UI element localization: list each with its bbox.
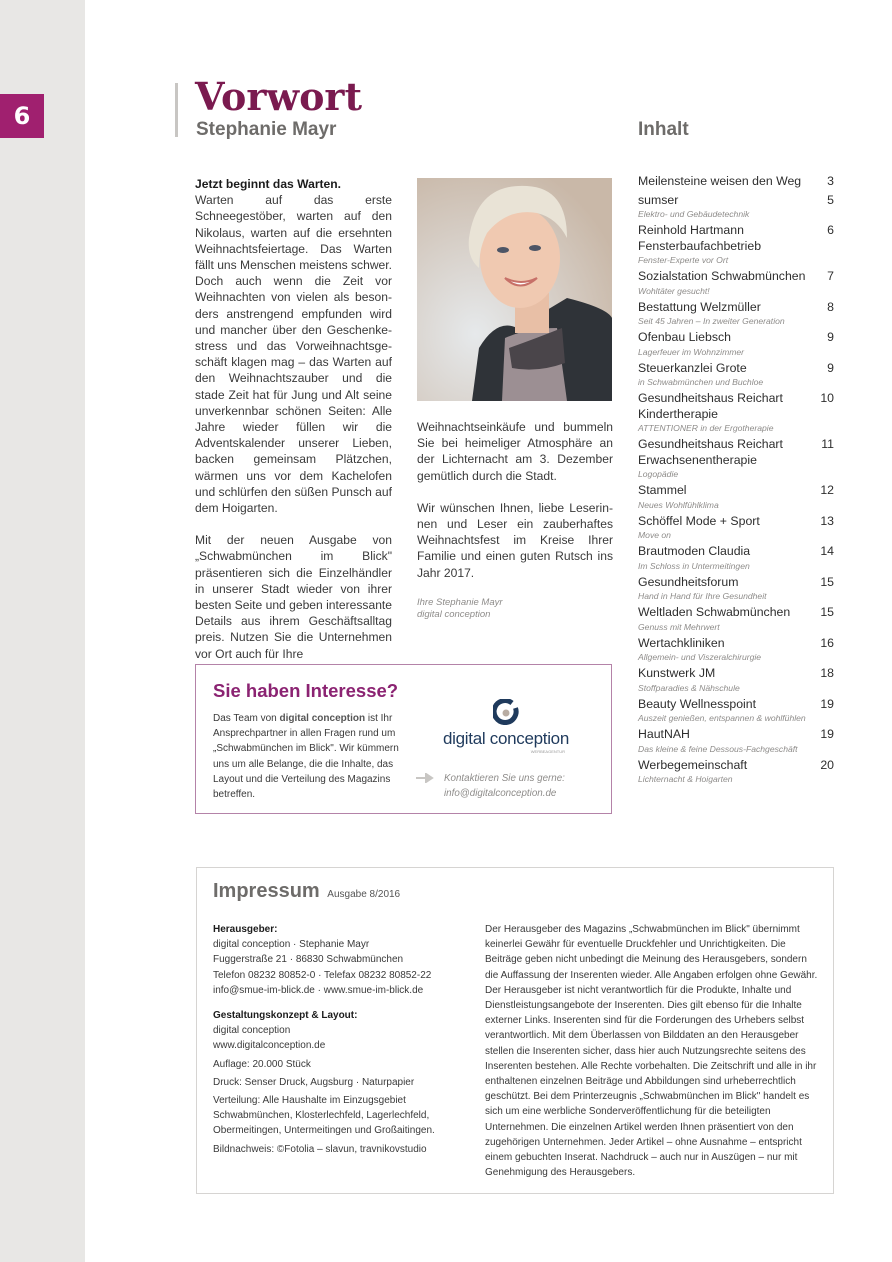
toc-item-subtitle: Lagerfeuer im Wohnzimmer <box>638 346 745 357</box>
interest-text <box>213 711 413 802</box>
toc-item-title: Werbegemeinschaft <box>638 757 748 772</box>
impressum-title <box>213 880 400 903</box>
toc-item-title: Gesundheitsforum <box>638 574 739 589</box>
publisher-line: Telefon 08232 80852-0 · Telefax 08232 80852-22 <box>213 969 432 981</box>
toc-item-page: 5 <box>827 192 834 207</box>
toc-item-title: Gesundheitshaus Reichart Kindertherapie <box>638 391 783 421</box>
toc-item-subtitle: Move on <box>638 530 671 540</box>
title-divider <box>175 83 178 137</box>
impressum-details <box>213 922 473 1157</box>
toc-item-title: Gesundheitshaus Reichart Erwachsenentherapie <box>638 437 783 467</box>
toc-item-subtitle: Im Schloss in Untermeitingen <box>638 560 750 571</box>
toc-item-title: Wertachkliniken <box>638 635 725 650</box>
toc-item-page: 15 <box>820 574 834 589</box>
foreword-paragraph: Warten auf das erste Schneegestöber, warten auf den Nikolaus, warten auf die ersehnten Weihnachtsfeiertage. Das Warten fällt uns Menschen meistens schwer. Doch auch wenn die Zeit vor Weihnachten von vielen als besonders anstrengend empfunden wird und mancher über den Geschenkestress und das Vorweihnachtsgeschäft klagen mag – das Warten auf den Weihnachtszauber und die stade Zeit hat für Jung und Alt seine unverkennbar schönen Seiten: Alle Jahre wieder füllen wir die Adventskalender unserer Lieben, backen gemeinsam Plätzchen, wärmen uns vor dem Kachelofen und schlürfen den süßen Punsch auf dem Hoigarten. <box>195 193 392 516</box>
toc-item-subtitle: Wohltäter gesucht! <box>638 285 710 296</box>
toc-item-title: Reinhold Hartmann Fensterbaufachbetrieb <box>638 223 762 253</box>
toc-item-title: Bestattung Welzmüller <box>638 299 761 314</box>
toc-item-title: Stammel <box>638 483 687 497</box>
interest-text-pre: Das Team von <box>213 713 280 724</box>
table-of-contents <box>638 174 834 788</box>
toc-item-page: 9 <box>827 330 834 344</box>
publisher-heading: Herausgeber: <box>213 924 278 935</box>
toc-item[interactable] <box>638 666 834 694</box>
toc-item-title: Ofenbau Liebsch <box>638 330 731 344</box>
logo-tagline: WERBEAGENTUR <box>530 749 565 754</box>
toc-item-page: 13 <box>820 513 834 528</box>
toc-item-page: 19 <box>820 696 834 711</box>
foreword-paragraph: Mit der neuen Ausgabe von „Schwabmünchen im Blick" präsentieren sich die Einzelhändler in unserer Stadt wieder von ihrer besten Seite und geben interessante Details aus ihrem Geschäftsalltag preis. Nutzen Sie die Unternehmen vor Ort auch für Ihre <box>195 533 393 661</box>
publisher-line: digital conception · Stephanie Mayr <box>213 939 370 951</box>
interest-box <box>195 664 612 814</box>
page-title: Vorwort <box>195 74 362 119</box>
publisher-line: info@smue-im-blick.de · www.smue-im-blick.de <box>213 984 424 996</box>
page-number-badge: 6 <box>0 94 44 138</box>
toc-item-page: 16 <box>820 635 834 650</box>
toc-item-page: 6 <box>827 223 834 237</box>
arrow-right-icon <box>416 773 436 783</box>
toc-item-page: 11 <box>821 437 834 451</box>
signature <box>417 597 613 622</box>
toc-item-page: 10 <box>820 391 834 405</box>
portrait-image <box>417 178 612 401</box>
toc-item[interactable] <box>638 514 834 542</box>
foreword-column-2 <box>417 419 613 622</box>
interest-title: Sie haben Interesse? <box>213 680 399 701</box>
design-line: www.digitalconception.de <box>213 1040 326 1052</box>
toc-item[interactable] <box>638 697 834 725</box>
toc-item-title: Sozialstation Schwabmünchen <box>638 269 806 283</box>
toc-item[interactable] <box>638 544 834 572</box>
toc-item-subtitle: Lichternacht & Hoigarten <box>638 774 733 784</box>
toc-item-page: 15 <box>820 605 834 619</box>
toc-item[interactable] <box>638 174 834 190</box>
toc-item[interactable] <box>638 758 834 786</box>
toc-item-title: HautNAH <box>638 727 690 741</box>
toc-item[interactable] <box>638 300 834 328</box>
toc-item[interactable] <box>638 361 834 389</box>
interest-text-post: ist Ihr Ansprechpartner in allen Fragen rund um „Schwabmünchen im Blick". Wir kümmern uns um alle Belange, die die Inhalte, das Layout und die Verteilung des Magazins betreffen. <box>213 713 399 801</box>
contact-email[interactable]: info@digitalconception.de <box>444 788 557 799</box>
impressum-heading: Impressum <box>213 880 320 902</box>
toc-item-title: Beauty Wellnesspoint <box>638 696 757 711</box>
toc-item-page: 20 <box>820 757 834 772</box>
impressum-box <box>196 867 834 1194</box>
toc-item[interactable] <box>638 575 834 603</box>
toc-item-subtitle: Genuss mit Mehrwert <box>638 621 720 632</box>
foreword-lead: Jetzt beginnt das Warten. <box>195 177 342 191</box>
toc-item-title: sumser <box>638 192 679 207</box>
toc-item[interactable] <box>638 636 834 664</box>
toc-item-subtitle: Fenster-Experte vor Ort <box>638 255 729 265</box>
interest-company: digital conception <box>279 713 366 724</box>
contact-label: Kontaktieren Sie uns gerne: <box>444 773 565 784</box>
toc-item-page: 19 <box>820 727 834 741</box>
toc-item[interactable] <box>638 727 834 755</box>
toc-item[interactable] <box>638 391 834 434</box>
toc-item-page: 9 <box>827 360 834 375</box>
toc-item-subtitle: Neues Wohlfühlklima <box>638 499 719 510</box>
signature-name: Ihre Stephanie Mayr <box>417 596 503 608</box>
distribution-info: Verteilung: Alle Haushalte im Einzugsgebiet Schwabmünchen, Klosterlechfeld, Lagerlechfeld, Obermeitingen, Untermeitingen und Großaitingen. <box>213 1095 435 1137</box>
print-info: Druck: Senser Druck, Augsburg · Naturpapier <box>213 1076 415 1088</box>
design-heading: Gestaltungskonzept & Layout: <box>213 1010 358 1022</box>
image-credits: Bildnachweis: ©Fotolia – slavun, travnikovstudio <box>213 1143 427 1155</box>
toc-item-title: Weltladen Schwabmünchen <box>638 605 791 619</box>
toc-item-title: Kunstwerk JM <box>638 666 716 680</box>
publisher-line: Fuggerstraße 21 · 86830 Schwabmünchen <box>213 954 404 966</box>
toc-item-subtitle: Allgemein- und Viszeralchirurgie <box>638 652 762 662</box>
foreword-paragraph: Wir wünschen Ihnen, liebe Leserinnen und Leser ein zauberhaftes Weihnachtsfest im Kreise Ihrer Familie und einen guten Rutsch ins Jahr 2017. <box>417 500 613 580</box>
toc-item-title: Brautmoden Claudia <box>638 544 751 558</box>
toc-item[interactable] <box>638 223 834 266</box>
toc-item-title: Steuerkanzlei Grote <box>638 360 747 375</box>
foreword-column-1 <box>195 176 392 678</box>
digital-conception-logo <box>441 699 571 754</box>
page-margin-strip <box>0 0 85 1262</box>
toc-title: Inhalt <box>638 119 689 140</box>
toc-item[interactable] <box>638 193 834 221</box>
toc-item-subtitle: Das kleine & feine Dessous-Fachgeschäft <box>638 743 798 754</box>
author-portrait <box>417 178 612 401</box>
toc-item-page: 12 <box>820 483 834 497</box>
toc-item[interactable] <box>638 483 834 511</box>
toc-item-page: 7 <box>827 269 834 283</box>
toc-item-page: 18 <box>820 666 834 680</box>
author-subtitle: Stephanie Mayr <box>196 119 337 140</box>
toc-item-page: 8 <box>827 299 834 314</box>
toc-item[interactable] <box>638 437 834 480</box>
toc-item-page: 14 <box>820 544 834 558</box>
toc-item-subtitle: ATTENTIONER in der Ergotherapie <box>638 423 774 433</box>
foreword-paragraph: Weihnachtseinkäufe und bummeln Sie bei heimeliger Atmosphäre an der Lichternacht am 3. Dezember gemütlich durch die Stadt. <box>417 420 613 483</box>
signature-company: digital conception <box>417 609 491 621</box>
toc-item[interactable] <box>638 605 834 633</box>
toc-item-subtitle: Stoffparadies & Nähschule <box>638 682 740 693</box>
toc-item-page: 3 <box>827 174 834 188</box>
toc-item-subtitle: Hand in Hand für Ihre Gesundheit <box>638 591 767 601</box>
toc-item-subtitle: Auszeit genießen, entspannen & wohlfühlen <box>638 713 806 723</box>
toc-item-title: Meilensteine weisen den Weg <box>638 174 802 188</box>
contact-info <box>444 771 565 801</box>
toc-item-subtitle: Logopädie <box>638 469 679 479</box>
design-line: digital conception <box>213 1025 291 1037</box>
toc-item[interactable] <box>638 269 834 297</box>
toc-item-subtitle: in Schwabmünchen und Buchloe <box>638 377 764 387</box>
logo-ring-icon <box>493 699 519 725</box>
toc-item-subtitle: Seit 45 Jahren – In zweiter Generation <box>638 316 785 326</box>
toc-item-title: Schöffel Mode + Sport <box>638 513 760 528</box>
circulation: Auflage: 20.000 Stück <box>213 1058 311 1070</box>
toc-item[interactable] <box>638 330 834 358</box>
impressum-issue: Ausgabe 8/2016 <box>327 889 401 900</box>
disclaimer: Der Herausgeber des Magazins „Schwabmünchen im Blick" übernimmt keinerlei Gewähr für eventuelle Druckfehler und Unrichtigkeiten. Die Beiträge geben nicht unbedingt die Meinung des Herausgebers, sondern die Auffassung der Inserenten wieder. Alle Angaben erfolgen ohne Gewähr. Der Herausgeber ist nicht verantwortlich für die Produkte, Inhalte und Dienstleistungsangebote der Inserenten. Dies gilt ebenso für die Inhalte externer Links. Inserenten sind für die Forderungen des Urhebers selbst verantwortlich. Mit dem Überlassen von Bilddaten an den Herausgeber stellen die Inserenten sicher, dass hier auch Nutzungsrechte seitens des Inserenten bestehen. Alle Rechte vorbehalten. Die Zeitschrift und alle in ihr enthaltenen einzelnen Beiträge und Abbildungen sind urheberrechtlich geschützt. Bei dem Printerzeugnis „Schwabmünchen im Blick" handelt es sich um eine werbliche Sonderveröffentlichung für die beteiligten Unternehmen. Die einzelnen Artikel werden Ihnen präsentiert von den zugehörigen Unternehmen. Jeder Artikel – ohne Ausnahme – entspricht einem gebuchten Inserat. Nachdruck – auch nur in Auszügen – nur mit Genehmigung des Herausgebers. <box>485 924 818 1179</box>
toc-item-subtitle: Elektro- und Gebäudetechnik <box>638 209 750 219</box>
logo-text: digital conception <box>443 729 569 748</box>
